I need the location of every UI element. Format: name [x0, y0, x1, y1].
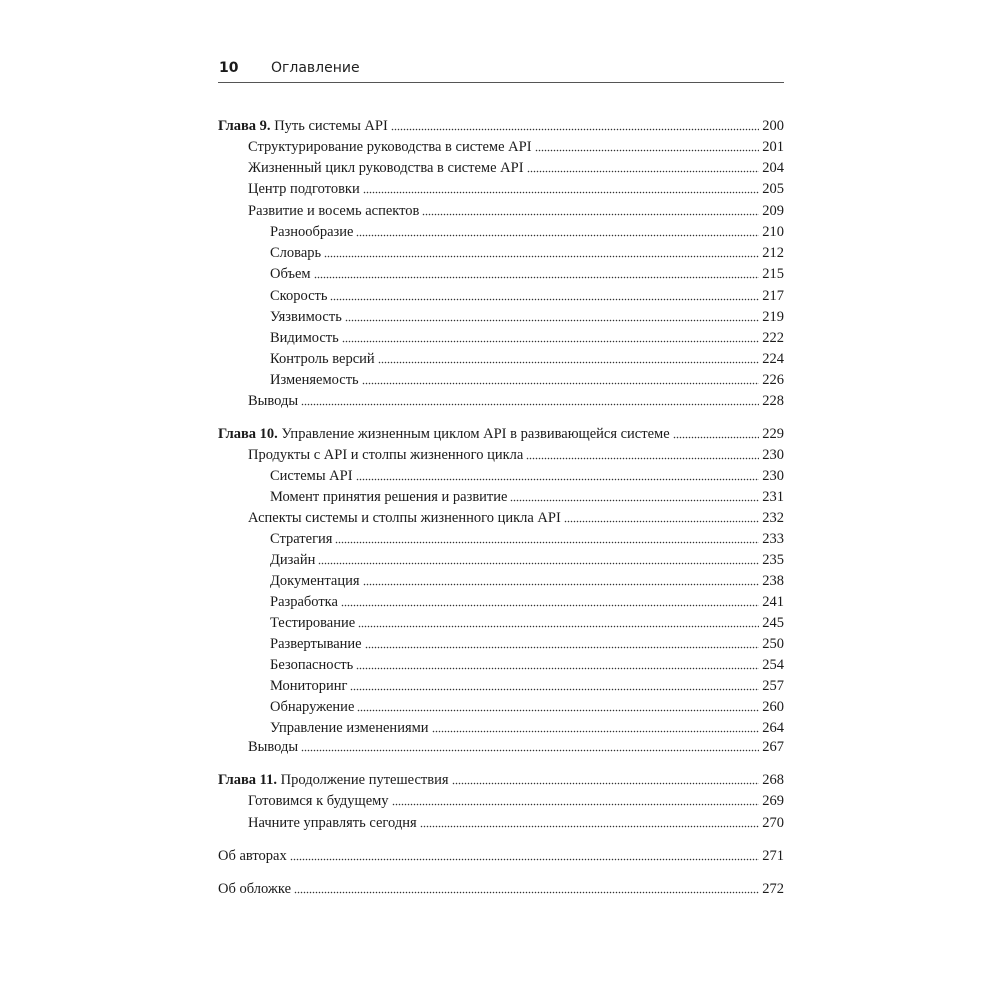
- dot-leader: [510, 492, 759, 502]
- toc-entry-label: [270, 328, 339, 348]
- toc-entry[interactable]: [248, 813, 784, 833]
- toc-entry[interactable]: [248, 137, 784, 157]
- toc-entry-title: Документация: [270, 573, 360, 589]
- toc-entry-label: [270, 676, 347, 696]
- toc-entry-title: Развертывание: [270, 636, 362, 652]
- toc-entry-label: [270, 466, 353, 486]
- toc-entry-label: [248, 201, 419, 221]
- chapter-prefix: Глава 9.: [218, 118, 271, 134]
- toc-entry[interactable]: [218, 770, 784, 790]
- dot-leader: [356, 660, 759, 670]
- toc-entry-title: Продолжение путешествия: [280, 772, 449, 788]
- toc-entry-label: [270, 286, 327, 306]
- chapter-prefix: Глава 10.: [218, 426, 278, 442]
- toc-page-number: 229: [762, 426, 784, 442]
- toc-entry-label: [270, 370, 359, 390]
- toc-entry[interactable]: [270, 571, 784, 591]
- dot-leader: [301, 396, 759, 406]
- toc-entry-label: [218, 879, 291, 899]
- toc-entry-label: [270, 718, 429, 738]
- toc-page-number: 219: [762, 309, 784, 325]
- toc-page-number: 250: [762, 636, 784, 652]
- chapter-prefix: Глава 11.: [218, 772, 278, 788]
- dot-leader: [356, 471, 760, 481]
- toc-page-number: 232: [762, 510, 784, 526]
- toc-page-number: 272: [762, 881, 784, 897]
- toc-entry[interactable]: [248, 179, 784, 199]
- toc-entry-title: Изменяемость: [270, 372, 359, 388]
- toc-entry[interactable]: [248, 445, 784, 465]
- toc-page-number: 212: [762, 245, 784, 261]
- toc-page-number: 209: [762, 203, 784, 219]
- toc-entry-title: Выводы: [248, 393, 299, 409]
- toc-entry-label: [270, 592, 338, 612]
- toc-entry[interactable]: [270, 307, 784, 327]
- toc-entry-label: [270, 613, 355, 633]
- dot-leader: [422, 206, 759, 216]
- toc-entry-label: [248, 179, 360, 199]
- toc-entry-title: Жизненный цикл руководства в системе API: [248, 160, 524, 176]
- toc-entry-title: Об авторах: [218, 848, 287, 864]
- toc-page-number: 217: [762, 288, 784, 304]
- toc-entry[interactable]: [218, 116, 784, 136]
- toc-entry[interactable]: [270, 718, 784, 738]
- toc-page-number: 230: [762, 468, 784, 484]
- toc-entry[interactable]: [270, 466, 784, 486]
- dot-leader: [356, 227, 759, 237]
- toc-entry[interactable]: [218, 846, 784, 866]
- dot-leader: [564, 513, 759, 523]
- toc-page-number: 267: [762, 739, 784, 755]
- toc-entry[interactable]: [218, 879, 784, 899]
- dot-leader: [391, 121, 759, 131]
- toc-page-number: 205: [762, 181, 784, 197]
- toc-entry-label: [218, 770, 449, 790]
- toc-entry-label: [270, 349, 375, 369]
- toc-entry[interactable]: [270, 634, 784, 654]
- toc-entry-title: Уязвимость: [270, 309, 342, 325]
- toc-entry-label: [270, 550, 315, 570]
- toc-entry-label: [218, 846, 287, 866]
- toc-entry-label: [270, 634, 362, 654]
- toc-entry-title: Дизайн: [270, 552, 316, 568]
- toc-entry-title: Разнообразие: [270, 224, 354, 240]
- toc-entry-label: [270, 529, 332, 549]
- toc-page-number: 222: [762, 330, 784, 346]
- toc-entry[interactable]: [270, 328, 784, 348]
- dot-leader: [301, 742, 759, 752]
- toc-entry[interactable]: [270, 264, 784, 284]
- toc-entry-title: Объем: [270, 266, 311, 282]
- toc-entry-title: Контроль версий: [270, 351, 375, 367]
- toc-page-number: 233: [762, 531, 784, 547]
- dot-leader: [314, 269, 760, 279]
- dot-leader: [330, 291, 759, 301]
- toc-page-number: 260: [762, 699, 784, 715]
- toc-entry[interactable]: [270, 592, 784, 612]
- toc-entry-title: Словарь: [270, 245, 322, 261]
- dot-leader: [358, 618, 759, 628]
- toc-entry-label: [248, 158, 524, 178]
- toc-entry[interactable]: [270, 349, 784, 369]
- toc-page-number: 230: [762, 447, 784, 463]
- toc-entry-title: Центр подготовки: [248, 181, 360, 197]
- toc-entry-label: [270, 222, 353, 242]
- toc-entry-label: [270, 697, 354, 717]
- toc-entry[interactable]: [248, 791, 784, 811]
- toc-entry[interactable]: [270, 370, 784, 390]
- toc-entry-title: Управление жизненным циклом API в развивающейся системе: [281, 426, 670, 442]
- toc-page-number: 201: [762, 139, 784, 155]
- toc-entry[interactable]: [270, 487, 784, 507]
- toc-entry-label: [270, 487, 507, 507]
- dot-leader: [350, 681, 759, 691]
- toc-entry-label: [248, 391, 298, 411]
- toc-entry-title: Мониторинг: [270, 678, 348, 694]
- toc-page-number: 241: [762, 594, 784, 610]
- toc-entry-label: [248, 137, 532, 157]
- toc-entry-title: Продукты с API и столпы жизненного цикла: [248, 447, 524, 463]
- toc-page-number: 270: [762, 815, 784, 831]
- toc-entry-title: Управление изменениями: [270, 720, 429, 736]
- toc-entry-title: Системы API: [270, 468, 353, 484]
- toc-entry-label: [270, 571, 360, 591]
- toc-page-number: 254: [762, 657, 784, 673]
- dot-leader: [673, 429, 760, 439]
- toc-page-number: 231: [762, 489, 784, 505]
- toc-page-number: 210: [762, 224, 784, 240]
- page-number: 10: [219, 60, 239, 76]
- dot-leader: [392, 796, 760, 806]
- toc-entry-title: Видимость: [270, 330, 339, 346]
- toc-page-number: 238: [762, 573, 784, 589]
- toc-entry-title: Разработка: [270, 594, 338, 610]
- toc-entry-title: Скорость: [270, 288, 328, 304]
- toc-page-number: 264: [762, 720, 784, 736]
- toc-entry-label: [248, 508, 561, 528]
- toc-entry-title: Развитие и восемь аспектов: [248, 203, 420, 219]
- toc-entry[interactable]: [248, 391, 784, 411]
- toc-entry[interactable]: [248, 201, 784, 221]
- dot-leader: [342, 333, 760, 343]
- toc-entry[interactable]: [248, 508, 784, 528]
- running-title: Оглавление: [271, 60, 360, 76]
- toc-entry-label: [270, 243, 321, 263]
- toc-entry-title: Выводы: [248, 739, 299, 755]
- dot-leader: [294, 884, 759, 894]
- toc-entry-label: [270, 655, 353, 675]
- dot-leader: [432, 723, 760, 733]
- dot-leader: [526, 450, 759, 460]
- toc-entry-label: [270, 307, 342, 327]
- toc-entry[interactable]: [270, 655, 784, 675]
- toc-entry-label: [248, 791, 389, 811]
- toc-page-number: 226: [762, 372, 784, 388]
- toc-entry[interactable]: [248, 737, 784, 757]
- toc-entry-title: Путь системы API: [274, 118, 388, 134]
- toc-entry-title: Обнаружение: [270, 699, 355, 715]
- toc-entry[interactable]: [270, 676, 784, 696]
- dot-leader: [345, 312, 759, 322]
- dot-leader: [335, 534, 759, 544]
- toc-page-number: 235: [762, 552, 784, 568]
- toc-page-number: 268: [762, 772, 784, 788]
- dot-leader: [452, 775, 760, 785]
- toc-entry[interactable]: [270, 529, 784, 549]
- toc-entry[interactable]: [270, 222, 784, 242]
- dot-leader: [527, 163, 760, 173]
- toc-entry-title: Стратегия: [270, 531, 333, 547]
- toc-entry[interactable]: [270, 613, 784, 633]
- toc-page-number: 257: [762, 678, 784, 694]
- toc-entry-label: [270, 264, 311, 284]
- toc-entry-title: Структурирование руководства в системе API: [248, 139, 532, 155]
- toc-page-number: 269: [762, 793, 784, 809]
- toc-page-number: 200: [762, 118, 784, 134]
- header-divider: [218, 82, 784, 83]
- toc-entry-label: [218, 116, 388, 136]
- dot-leader: [378, 354, 760, 364]
- toc-page-number: 271: [762, 848, 784, 864]
- dot-leader: [324, 248, 759, 258]
- dot-leader: [365, 639, 760, 649]
- dot-leader: [363, 184, 760, 194]
- toc-entry-label: [218, 424, 670, 444]
- toc-entry[interactable]: [270, 697, 784, 717]
- dot-leader: [363, 576, 760, 586]
- toc-entry-title: Безопасность: [270, 657, 354, 673]
- toc-entry[interactable]: [218, 424, 784, 444]
- toc-entry-title: Аспекты системы и столпы жизненного цикла API: [248, 510, 561, 526]
- dot-leader: [420, 818, 760, 828]
- dot-leader: [357, 702, 759, 712]
- toc-entry-label: [248, 445, 523, 465]
- toc-entry-title: Момент принятия решения и развитие: [270, 489, 508, 505]
- toc-page-number: 215: [762, 266, 784, 282]
- toc-entry-title: Начните управлять сегодня: [248, 815, 417, 831]
- toc-page-number: 228: [762, 393, 784, 409]
- dot-leader: [290, 851, 760, 861]
- toc-entry[interactable]: [270, 286, 784, 306]
- dot-leader: [362, 375, 760, 385]
- dot-leader: [535, 142, 760, 152]
- toc-entry[interactable]: [270, 243, 784, 263]
- toc-entry-title: Тестирование: [270, 615, 356, 631]
- toc-page-number: 245: [762, 615, 784, 631]
- toc-entry[interactable]: [270, 550, 784, 570]
- toc-entry[interactable]: [248, 158, 784, 178]
- toc-entry-title: Готовимся к будущему: [248, 793, 389, 809]
- dot-leader: [318, 555, 759, 565]
- dot-leader: [341, 597, 759, 607]
- toc-page-number: 224: [762, 351, 784, 367]
- toc-entry-title: Об обложке: [218, 881, 292, 897]
- toc-entry-label: [248, 737, 298, 757]
- toc-page-number: 204: [762, 160, 784, 176]
- toc-entry-label: [248, 813, 417, 833]
